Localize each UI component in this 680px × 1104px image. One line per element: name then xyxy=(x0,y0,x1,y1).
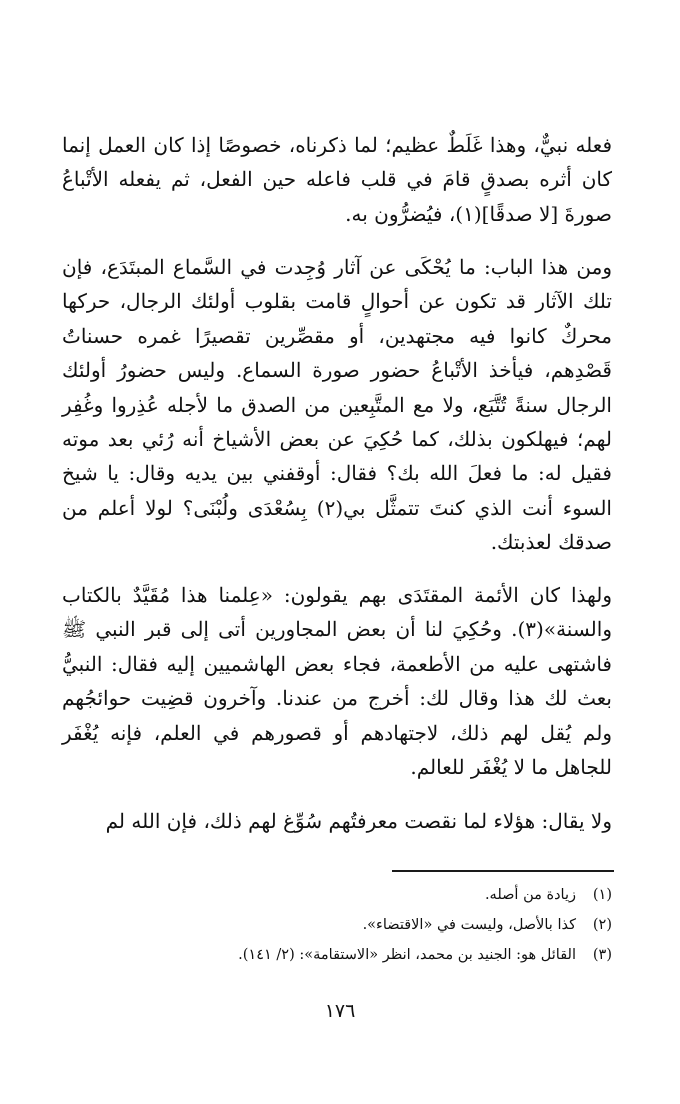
footnote-item xyxy=(62,910,612,940)
footnote-number: (٢) xyxy=(592,917,612,933)
footnote-item xyxy=(62,940,612,970)
paragraph: ومن هذا الباب: ما يُحْكَى عن آثار وُجِدت في السَّماع المبتَدَع، فإن تلك الآثار قد تكون عن أحوالٍ قامت بقلوب أولئك الرجال، حركها محركٌ كانوا فيه مجتهدين، أو مقصِّرين تقصيرًا غمره حسناتُ قَصْدِهم، فيأخذ الأتْباعُ حضور صورة السماع. وليس حضورُ أولئك الرجال سنةً تُتَّبَع، ولا مع المتَّبِعين من الصدق ما لأجله عُذِروا وغُفِر لهم؛ فيهلكون بذلك، كما حُكِيَ عن بعض الأشياخ أنه رُئي بعد موته فقيل له: ما فعلَ الله بك؟ فقال: أوقفني بين يديه وقال: يا شيخ السوء أنت الذي كنتَ تتمثَّل بي(٢) بِسُعْدَى ولُبْنَى؟ لولا أعلم من صدقك لعذبتك. xyxy=(62,255,612,555)
footnote-number: (٣) xyxy=(592,947,612,963)
footnote-text: القائل هو: الجنيد بن محمد، انظر «الاستقامة»: (٢/ ١٤١). xyxy=(238,947,576,963)
paragraph: ولا يقال: هؤلاء لما نقصت معرفتُهم سُوِّغ لهم ذلك، فإن الله لم xyxy=(105,809,612,833)
paragraph: فعله نبيٌّ، وهذا غَلَطٌ عظيم؛ لما ذكرناه، خصوصًا إذا كان العمل إنما كان أثره بصدقٍ قامَ في قلب فاعله حين الفعل، ثم يفعله الأتْباعُ صورةَ [لا صدقًا](١)، فيُضرُّون به. xyxy=(62,133,612,226)
paragraph: ولهذا كان الأئمة المقتَدَى بهم يقولون: «عِلمنا هذا مُقَيَّدٌ بالكتاب والسنة»(٣). وحُكِيَ لنا أن بعض المجاورين أتى إلى قبر النبي ﷺ فاشتهى عليه من الأطعمة، فجاء بعض الهاشميين إليه فقال: النبيُّ بعث لك هذا وقال لك: أخرج من عندنا. وآخرون قضِيت حوائجُهم ولم يُقل لهم ذلك، لاجتهادهم أو قصورهم في العلم، فإنه يُغْفَر للجاهل ما لا يُغْفَر للعالم. xyxy=(62,583,612,780)
footnotes xyxy=(62,880,612,970)
page-number: ١٧٦ xyxy=(324,1000,356,1022)
footnote-separator xyxy=(392,870,614,872)
footnote-item xyxy=(62,880,612,910)
footnote-text: زيادة من أصله. xyxy=(484,887,576,903)
footnote-number: (١) xyxy=(592,887,612,903)
footnote-text: كذا بالأصل، وليست في «الاقتضاء». xyxy=(362,917,576,933)
